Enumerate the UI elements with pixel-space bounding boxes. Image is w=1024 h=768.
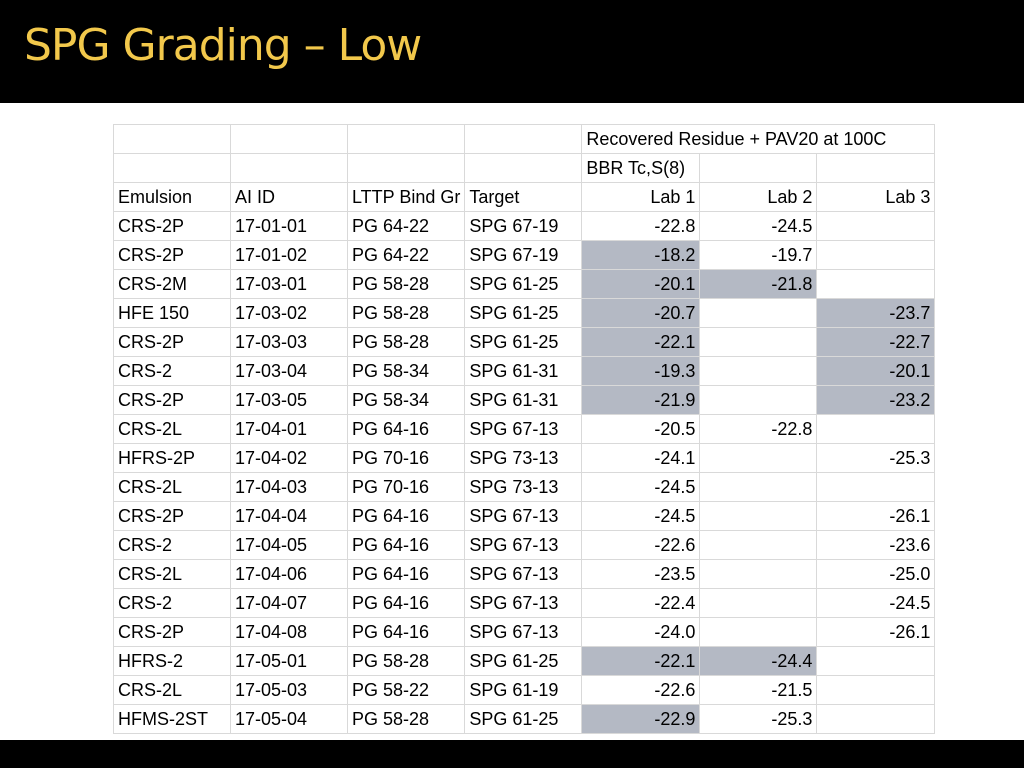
cell-emulsion: CRS-2M: [114, 270, 231, 299]
bottom-bar: [0, 740, 1024, 768]
cell-lab-3: [817, 270, 935, 299]
cell-lab-3: [817, 676, 935, 705]
cell-emulsion: CRS-2L: [114, 473, 231, 502]
cell-target: SPG 61-25: [465, 705, 582, 734]
cell-target: SPG 61-31: [465, 386, 582, 415]
cell-ai-id: 17-04-05: [231, 531, 348, 560]
cell-ai-id: 17-04-07: [231, 589, 348, 618]
table-row: [114, 328, 935, 357]
cell-emulsion: CRS-2L: [114, 415, 231, 444]
header-blank: [465, 125, 582, 154]
cell-lttp-bind-grade: PG 64-16: [348, 589, 465, 618]
header-blank: [231, 154, 348, 183]
cell-lttp-bind-grade: PG 64-16: [348, 415, 465, 444]
cell-lttp-bind-grade: PG 58-22: [348, 676, 465, 705]
cell-lab-1: -22.1: [582, 328, 700, 357]
cell-lab-3: -23.7: [817, 299, 935, 328]
cell-emulsion: CRS-2P: [114, 618, 231, 647]
cell-target: SPG 67-13: [465, 415, 582, 444]
table-row: [114, 676, 935, 705]
cell-lab-3: [817, 212, 935, 241]
cell-target: SPG 67-19: [465, 241, 582, 270]
cell-emulsion: HFMS-2ST: [114, 705, 231, 734]
table-row: [114, 618, 935, 647]
cell-lab-1: -22.6: [582, 676, 700, 705]
cell-ai-id: 17-04-06: [231, 560, 348, 589]
cell-lab-1: -18.2: [582, 241, 700, 270]
cell-ai-id: 17-04-04: [231, 502, 348, 531]
cell-target: SPG 73-13: [465, 444, 582, 473]
cell-lab-3: -25.0: [817, 560, 935, 589]
cell-lab-2: [700, 328, 817, 357]
cell-target: SPG 61-25: [465, 647, 582, 676]
header-test-description: Recovered Residue + PAV20 at 100C: [582, 125, 935, 154]
cell-lab-2: [700, 299, 817, 328]
cell-lab-2: -25.3: [700, 705, 817, 734]
cell-emulsion: CRS-2L: [114, 676, 231, 705]
cell-lab-3: -23.2: [817, 386, 935, 415]
table-row: [114, 415, 935, 444]
table-row: [114, 589, 935, 618]
table-row: [114, 444, 935, 473]
header-row-1: [114, 125, 935, 154]
cell-ai-id: 17-04-01: [231, 415, 348, 444]
header-test-parameter: BBR Tc,S(8): [582, 154, 700, 183]
table-row: [114, 299, 935, 328]
cell-lab-1: -21.9: [582, 386, 700, 415]
table-row: [114, 212, 935, 241]
cell-lab-2: [700, 618, 817, 647]
data-table: [113, 124, 935, 734]
cell-lab-1: -22.4: [582, 589, 700, 618]
cell-lab-2: [700, 560, 817, 589]
cell-ai-id: 17-04-03: [231, 473, 348, 502]
cell-lab-1: -24.0: [582, 618, 700, 647]
cell-lab-2: [700, 502, 817, 531]
cell-lab-2: [700, 357, 817, 386]
cell-lab-3: [817, 473, 935, 502]
cell-lttp-bind-grade: PG 70-16: [348, 444, 465, 473]
cell-ai-id: 17-05-03: [231, 676, 348, 705]
column-header-row: [114, 183, 935, 212]
cell-emulsion: HFRS-2P: [114, 444, 231, 473]
cell-lab-1: -23.5: [582, 560, 700, 589]
cell-lttp-bind-grade: PG 58-28: [348, 705, 465, 734]
table-row: [114, 270, 935, 299]
header-blank: [348, 125, 465, 154]
cell-lab-2: [700, 531, 817, 560]
header-row-2: [114, 154, 935, 183]
cell-target: SPG 67-13: [465, 502, 582, 531]
cell-ai-id: 17-05-04: [231, 705, 348, 734]
cell-lab-2: -22.8: [700, 415, 817, 444]
cell-lab-1: -24.5: [582, 502, 700, 531]
cell-lab-2: -19.7: [700, 241, 817, 270]
cell-lttp-bind-grade: PG 58-28: [348, 270, 465, 299]
cell-lttp-bind-grade: PG 64-16: [348, 531, 465, 560]
cell-ai-id: 17-03-03: [231, 328, 348, 357]
cell-target: SPG 73-13: [465, 473, 582, 502]
cell-lab-2: [700, 444, 817, 473]
cell-lttp-bind-grade: PG 58-34: [348, 386, 465, 415]
table-row: [114, 647, 935, 676]
table-row: [114, 502, 935, 531]
cell-target: SPG 67-13: [465, 560, 582, 589]
cell-emulsion: HFE 150: [114, 299, 231, 328]
title-bar: [0, 0, 1024, 103]
cell-ai-id: 17-05-01: [231, 647, 348, 676]
cell-lab-2: -21.8: [700, 270, 817, 299]
cell-lab-1: -20.5: [582, 415, 700, 444]
cell-ai-id: 17-04-02: [231, 444, 348, 473]
cell-lab-2: [700, 589, 817, 618]
cell-lttp-bind-grade: PG 58-28: [348, 299, 465, 328]
cell-lab-1: -20.7: [582, 299, 700, 328]
header-blank: [465, 154, 582, 183]
cell-lttp-bind-grade: PG 58-34: [348, 357, 465, 386]
cell-lab-2: [700, 473, 817, 502]
cell-emulsion: CRS-2P: [114, 502, 231, 531]
header-blank: [817, 154, 935, 183]
cell-lab-3: [817, 241, 935, 270]
cell-lttp-bind-grade: PG 70-16: [348, 473, 465, 502]
cell-lttp-bind-grade: PG 64-16: [348, 618, 465, 647]
col-header-ai-id: AI ID: [231, 183, 348, 212]
cell-target: SPG 61-31: [465, 357, 582, 386]
col-header-lab-3: Lab 3: [817, 183, 935, 212]
cell-emulsion: HFRS-2: [114, 647, 231, 676]
cell-lab-3: [817, 415, 935, 444]
table-body: [114, 125, 935, 734]
table-row: [114, 357, 935, 386]
table-row: [114, 705, 935, 734]
cell-target: SPG 67-13: [465, 589, 582, 618]
cell-lab-3: [817, 647, 935, 676]
cell-lab-1: -20.1: [582, 270, 700, 299]
col-header-lab-2: Lab 2: [700, 183, 817, 212]
cell-lab-1: -22.9: [582, 705, 700, 734]
cell-emulsion: CRS-2P: [114, 328, 231, 357]
cell-lab-3: -23.6: [817, 531, 935, 560]
cell-lab-3: -26.1: [817, 502, 935, 531]
cell-emulsion: CRS-2: [114, 531, 231, 560]
cell-lab-3: -26.1: [817, 618, 935, 647]
cell-emulsion: CRS-2: [114, 589, 231, 618]
cell-target: SPG 61-25: [465, 299, 582, 328]
cell-lab-3: [817, 705, 935, 734]
cell-lttp-bind-grade: PG 64-16: [348, 502, 465, 531]
cell-emulsion: CRS-2: [114, 357, 231, 386]
cell-ai-id: 17-03-04: [231, 357, 348, 386]
cell-target: SPG 61-25: [465, 328, 582, 357]
col-header-emulsion: Emulsion: [114, 183, 231, 212]
header-blank: [114, 125, 231, 154]
cell-target: SPG 61-25: [465, 270, 582, 299]
cell-ai-id: 17-01-01: [231, 212, 348, 241]
cell-lttp-bind-grade: PG 64-22: [348, 212, 465, 241]
cell-lab-1: -22.6: [582, 531, 700, 560]
cell-lab-3: -20.1: [817, 357, 935, 386]
cell-ai-id: 17-01-02: [231, 241, 348, 270]
table-row: [114, 241, 935, 270]
col-header-lttp-bind-grade: LTTP Bind Gr: [348, 183, 465, 212]
cell-lttp-bind-grade: PG 64-16: [348, 560, 465, 589]
cell-lab-3: -22.7: [817, 328, 935, 357]
cell-lttp-bind-grade: PG 58-28: [348, 328, 465, 357]
cell-target: SPG 67-13: [465, 531, 582, 560]
cell-lttp-bind-grade: PG 64-22: [348, 241, 465, 270]
table-row: [114, 473, 935, 502]
cell-lab-3: -25.3: [817, 444, 935, 473]
cell-emulsion: CRS-2P: [114, 212, 231, 241]
header-blank: [114, 154, 231, 183]
table-row: [114, 386, 935, 415]
cell-lab-1: -22.1: [582, 647, 700, 676]
cell-lab-2: -24.5: [700, 212, 817, 241]
cell-emulsion: CRS-2P: [114, 386, 231, 415]
cell-target: SPG 67-13: [465, 618, 582, 647]
cell-target: SPG 61-19: [465, 676, 582, 705]
cell-ai-id: 17-03-05: [231, 386, 348, 415]
col-header-lab-1: Lab 1: [582, 183, 700, 212]
cell-ai-id: 17-03-02: [231, 299, 348, 328]
cell-lab-3: -24.5: [817, 589, 935, 618]
slide-content: [0, 103, 1024, 740]
cell-emulsion: CRS-2L: [114, 560, 231, 589]
cell-ai-id: 17-03-01: [231, 270, 348, 299]
cell-lab-1: -24.5: [582, 473, 700, 502]
slide-title: SPG Grading – Low: [24, 20, 422, 71]
table-row: [114, 531, 935, 560]
cell-lab-2: -21.5: [700, 676, 817, 705]
cell-emulsion: CRS-2P: [114, 241, 231, 270]
cell-lab-1: -19.3: [582, 357, 700, 386]
cell-lab-1: -22.8: [582, 212, 700, 241]
header-blank: [348, 154, 465, 183]
cell-lab-1: -24.1: [582, 444, 700, 473]
cell-target: SPG 67-19: [465, 212, 582, 241]
col-header-target: Target: [465, 183, 582, 212]
cell-ai-id: 17-04-08: [231, 618, 348, 647]
header-blank: [231, 125, 348, 154]
cell-lab-2: [700, 386, 817, 415]
table-row: [114, 560, 935, 589]
cell-lttp-bind-grade: PG 58-28: [348, 647, 465, 676]
cell-lab-2: -24.4: [700, 647, 817, 676]
header-blank: [700, 154, 817, 183]
